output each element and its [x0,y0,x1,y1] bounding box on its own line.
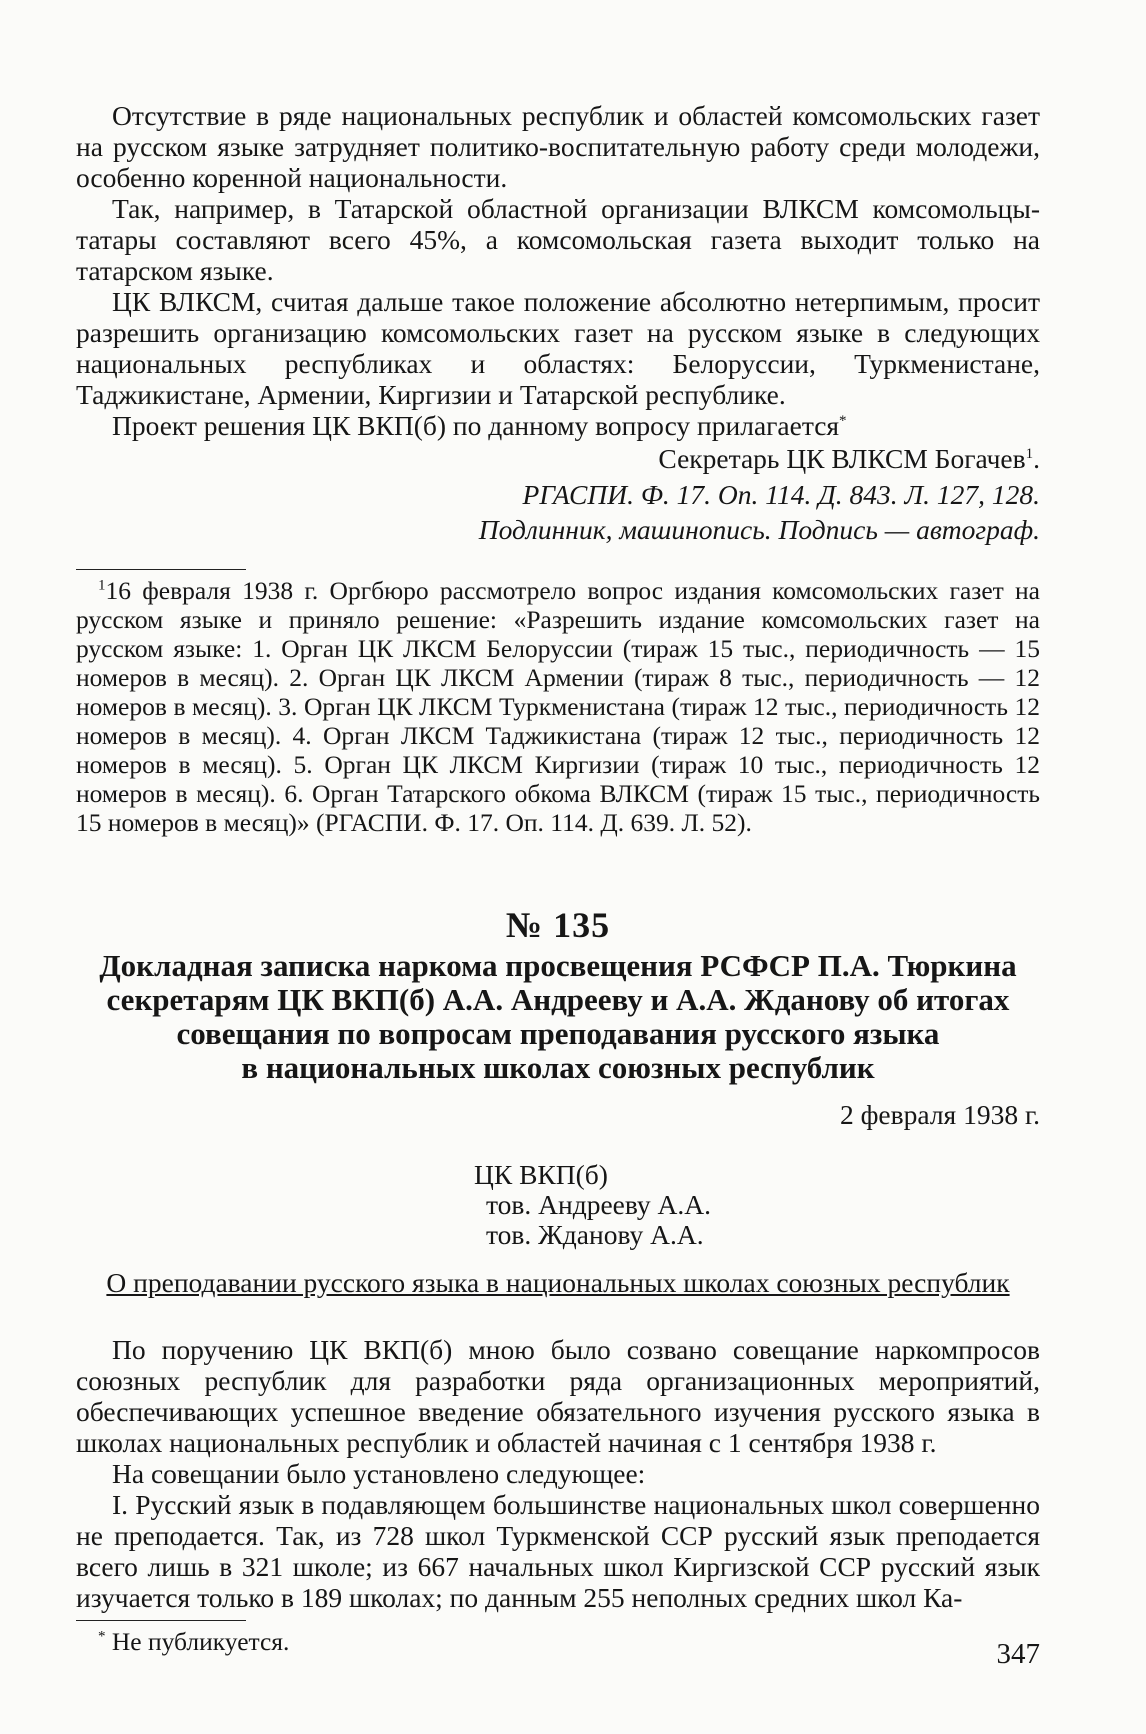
intro-text [76,100,1040,441]
footnote-mark: * [98,1628,106,1645]
document-body [76,1334,1040,1613]
paragraph-text: Проект решения ЦК ВКП(б) по данному вопросу прилагается [112,410,840,441]
document-number: № 135 [505,905,611,945]
footnote-body: 16 февраля 1938 г. Оргбюро рассмотрело вопрос издания комсомольских газет на русском языке и приняло решение: «Разрешить издание комсомольских газет на русском языке: 1. Орган ЦК ЛКСМ Белоруссии (тираж 15 тыс., периодичность — 15 номеров в месяц). 2. Орган ЦК ЛКСМ Армении (тираж 8 тыс., периодичность — 12 номеров в месяц). 3. Орган ЦК ЛКСМ Туркменистана (тираж 12 тыс., периодичность 12 номеров в месяц). 4. Орган ЛКСМ Таджикистана (тираж 12 тыс., периодичность 12 номеров в месяц). 5. Орган ЦК ЛКСМ Киргизии (тираж 10 тыс., периодичность 12 номеров в месяц). 6. Орган Татарского обкома ВЛКСМ (тираж 15 тыс., периодичность 15 номеров в месяц)» (РГАСПИ. Ф. 17. Оп. 114. Д. 639. Л. 52). [76,576,1040,837]
signature [76,443,1040,474]
page-number: 347 [996,1638,1040,1670]
paragraph: Так, например, в Татарской областной организации ВЛКСМ комсомольцы-татары составляют всего 45%, а комсомольская газета выходит только на татарском языке. [76,193,1040,286]
footnote-ref-1: 1 [1025,445,1034,462]
paragraph: На совещании было установлено следующее: [112,1458,646,1489]
paragraph: Отсутствие в ряде национальных республик и областей комсомольских газет на русском языке затрудняет политико-воспитательную работу среди молодежи, особенно коренной национальности. [76,100,1040,193]
copy-note: Подлинник, машинопись. Подпись — автограф. [478,514,1040,545]
signature-text: Секретарь ЦК ВЛКСМ Богачев [658,443,1026,474]
addressee: ЦК ВКП(б) [474,1159,608,1190]
title-line: в национальных школах союзных республик [241,1050,875,1085]
separator-line [76,569,246,570]
footnote-mark: 1 [98,577,106,594]
footnote-ref-star: * [839,412,847,429]
signature-block [76,443,1040,545]
archive-reference: РГАСПИ. Ф. 17. Оп. 114. Д. 843. Л. 127, 128. [522,479,1040,510]
document-date: 2 февраля 1938 г. [839,1099,1040,1130]
separator-line [76,1620,246,1621]
document-heading [76,905,1040,1085]
paragraph: ЦК ВЛКСМ, считая дальше такое положение абсолютно нетерпимым, просит разрешить организацию комсомольских газет на русском языке в следующих национальных республиках и областях: Белоруссии, Туркменистане, Таджикистане, Армении, Киргизии и Татарской республике. [76,286,1040,410]
document-subject: О преподавании русского языка в национальных школах союзных республик [106,1267,1010,1298]
footnote-text [76,576,1040,837]
footnote-separator [76,569,1040,570]
signature-end: . [1033,443,1040,474]
footnote-star-separator [76,1620,1040,1621]
footnote-star [76,1627,1040,1656]
footnote-1 [76,576,1040,837]
addressee: тов. Жданову А.А. [486,1219,704,1250]
footnote-text [76,1627,1040,1656]
paragraph: По поручению ЦК ВКП(б) мною было созвано совещание наркомпросов союзных республик для разработки ряда организационных мероприятий, обеспечивающих успешное введение обязательного изучения русского языка в школах национальных республик и областей начиная с 1 сентября 1938 г. [76,1334,1040,1458]
paragraph [76,410,1040,441]
title-line: секретарям ЦК ВКП(б) А.А. Андрееву и А.А. Жданову об итогах [106,982,1010,1017]
footnote-body: Не публикуется. [111,1627,290,1656]
addressee: тов. Андрееву А.А. [486,1189,712,1220]
paragraph: I. Русский язык в подавляющем большинстве национальных школ совершенно не преподается. Так, из 728 школ Туркменской ССР русский язык преподается всего лишь в 321 школе; из 667 начальных школ Киргизской ССР русский язык изучается только в 189 школах; по данным 255 неполных средних школ Ка- [76,1489,1040,1613]
date-block [76,1099,1040,1130]
title-line: Докладная записка наркома просвещения РСФСР П.А. Тюркина [99,948,1017,983]
addressee-block [76,1160,1040,1260]
subject-block [76,1267,1040,1298]
title-line: совещания по вопросам преподавания русского языка [176,1016,940,1051]
